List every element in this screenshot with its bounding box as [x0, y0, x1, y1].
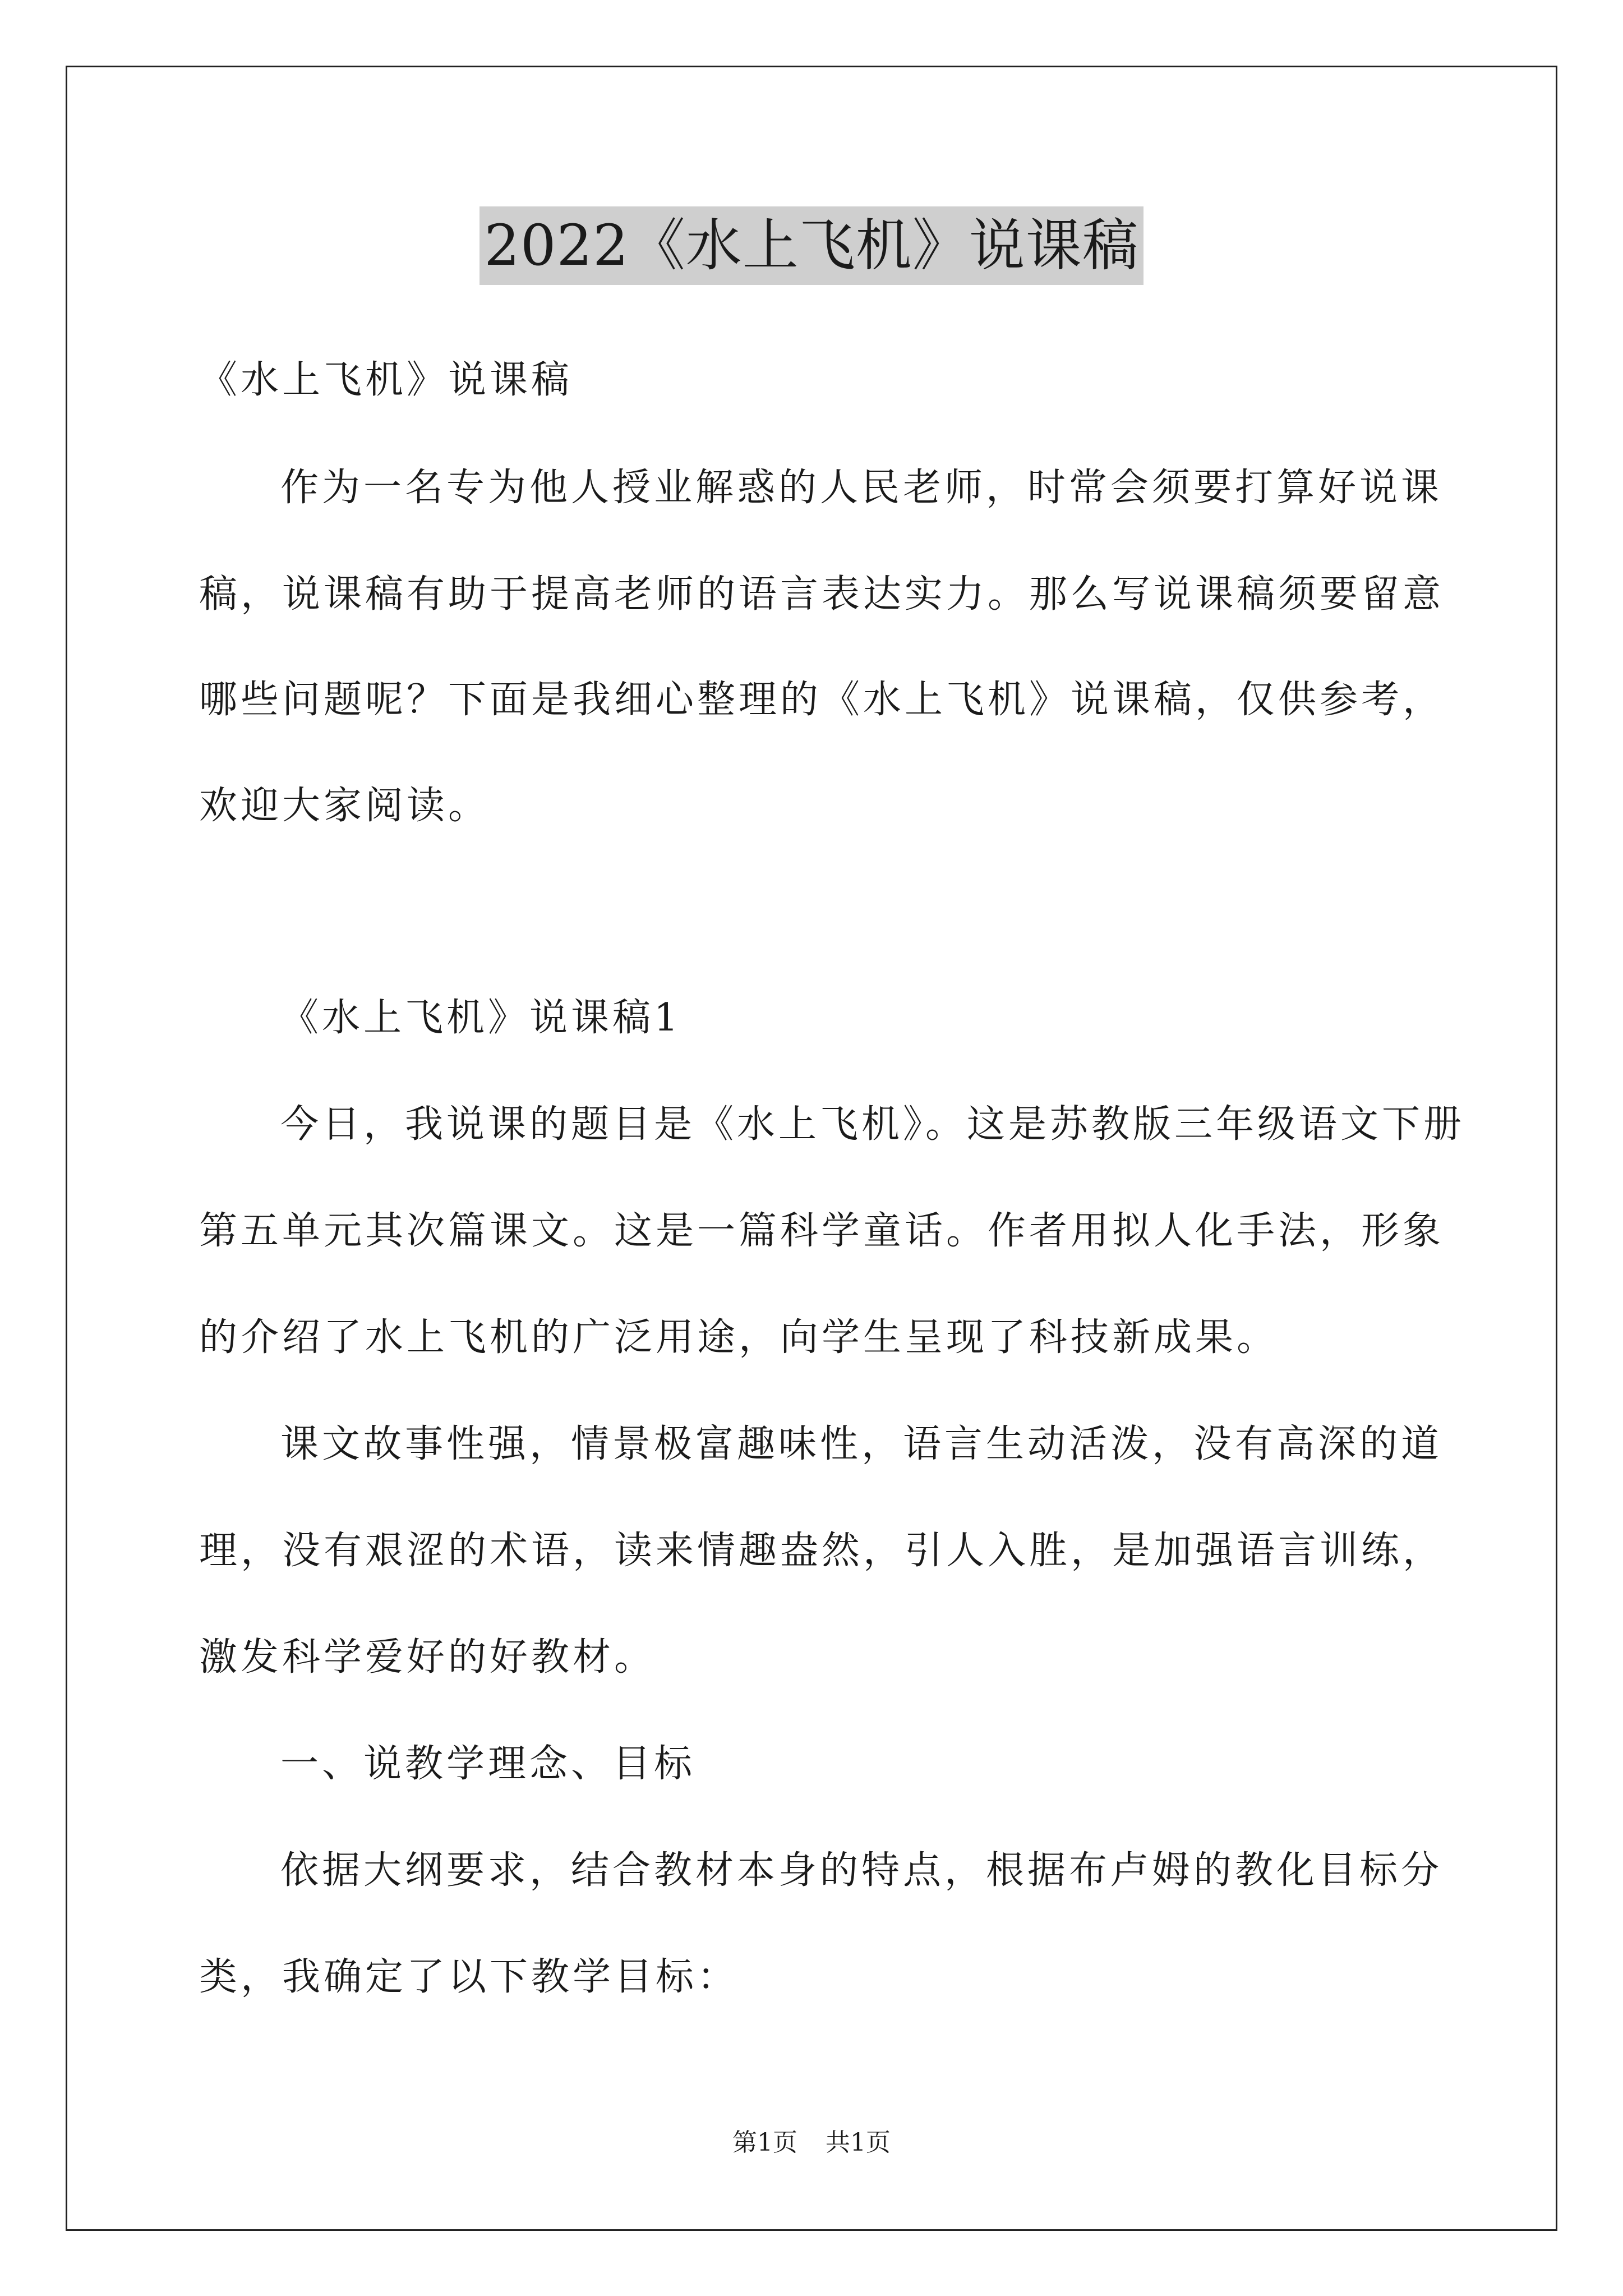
document-subtitle: 《水上飞机》说课稿 [199, 358, 573, 402]
page-footer [0, 2126, 1623, 2160]
paragraph-line: 课文故事性强，情景极富趣味性，语言生动活泼，没有高深的道 [280, 1422, 1443, 1466]
intro-line: 作为一名专为他人授业解惑的人民老师，时常会须要打算好说课 [280, 466, 1443, 510]
paragraph-line: 依据大纲要求，结合教材本身的特点，根据布卢姆的教化目标分 [280, 1848, 1443, 1893]
paragraph-line: 理，没有艰涩的术语，读来情趣盎然，引人入胜，是加强语言训练， [199, 1529, 1445, 1573]
paragraph-line: 的介绍了水上飞机的广泛用途，向学生呈现了科技新成果。 [199, 1315, 1279, 1360]
paragraph-line: 今日，我说课的题目是《水上飞机》。这是苏教版三年级语文下册 [280, 1102, 1465, 1147]
title-wrap [0, 206, 1623, 285]
page-total: 共1页 [826, 2128, 891, 2157]
paragraph-line: 激发科学爱好的好教材。 [199, 1635, 656, 1680]
paragraph-line: 类，我确定了以下教学目标： [199, 1955, 739, 1999]
document-title: 2022《水上飞机》说课稿 [479, 206, 1144, 285]
intro-line: 哪些问题呢？下面是我细心整理的《水上飞机》说课稿，仅供参考， [199, 678, 1445, 722]
paragraph-line: 第五单元其次篇课文。这是一篇科学童话。作者用拟人化手法，形象 [199, 1209, 1445, 1253]
intro-line: 稿，说课稿有助于提高老师的语言表达实力。那么写说课稿须要留意 [199, 572, 1445, 616]
section-heading: 一、说教学理念、目标 [280, 1742, 696, 1786]
page-current: 第1页 [732, 2128, 797, 2157]
section-title: 《水上飞机》说课稿1 [280, 996, 682, 1040]
intro-line: 欢迎大家阅读。 [199, 784, 490, 828]
